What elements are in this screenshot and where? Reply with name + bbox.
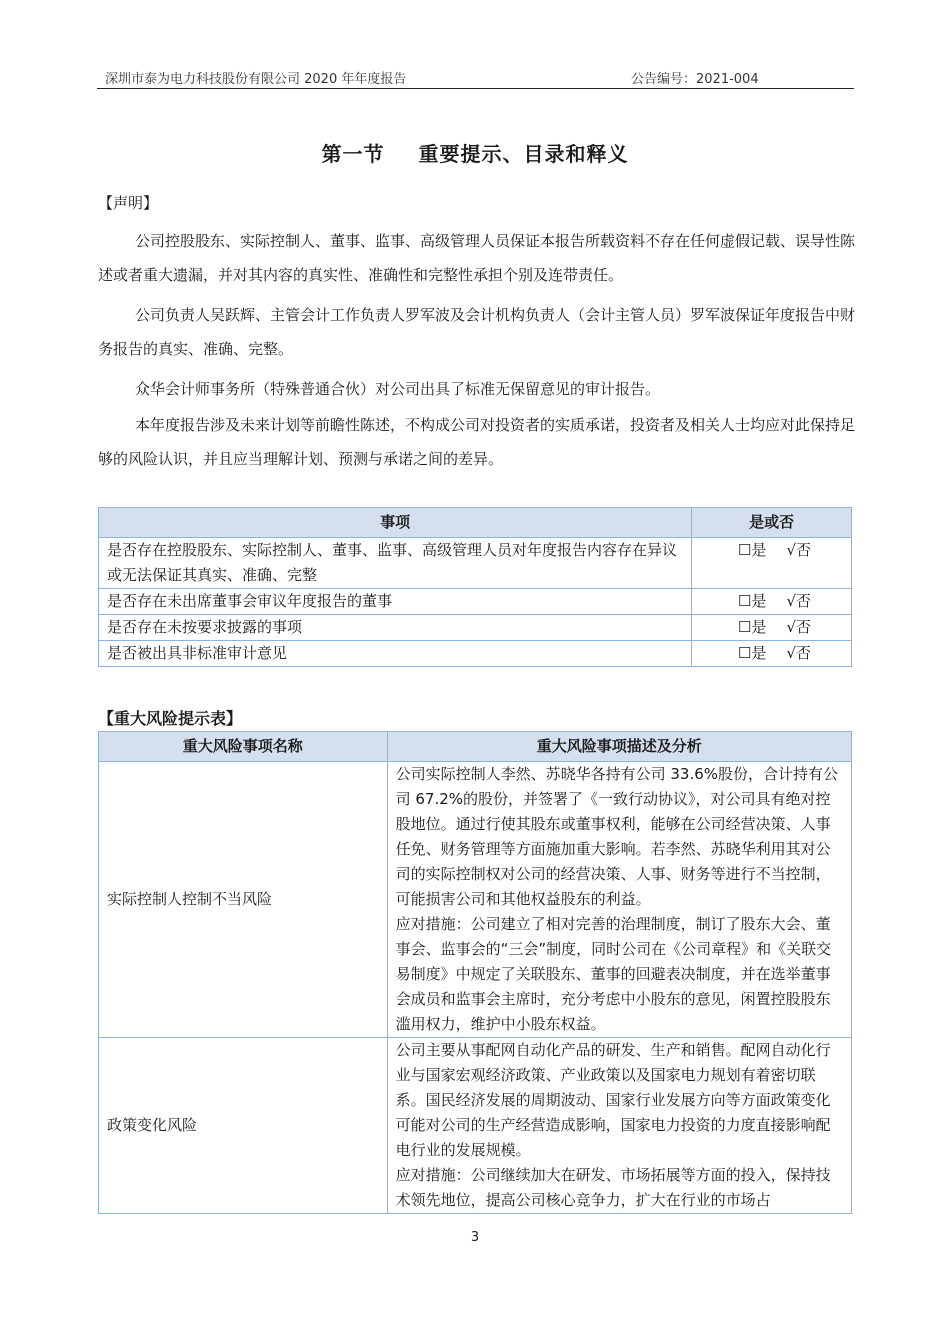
risk-table-label: 【重大风险提示表】: [98, 709, 243, 728]
no-checkmark: √否: [786, 618, 812, 636]
no-checkmark: √否: [786, 644, 812, 662]
page-number: 3: [470, 1230, 480, 1245]
column-header: 是或否: [692, 508, 852, 538]
risk-name-cell: 政策变化风险: [99, 1038, 388, 1214]
section-name: 重要提示、目录和释义: [418, 142, 629, 166]
yes-no-cell: [692, 589, 852, 615]
risk-desc-text: 公司实际控制人李然、苏晓华各持有公司 33.6%股份，合计持有公司 67.2%的股份，并签署了《一致行动协议》，对公司具有绝对控股地位。通过行使其股东或董事权利，能够在公司经营决策、人事任免、财务管理等方面施加重大影响。若李然、苏晓华利用其对公司的实际控制权对公司的经营决策、人事、财务等进行不当控制，可能损害公司和其他权益股东的利益。: [395, 765, 839, 908]
section-title: [0, 138, 950, 167]
risk-desc-cell: [387, 1038, 851, 1214]
table-row: [99, 615, 852, 641]
table-row: [99, 641, 852, 667]
yes-no-cell: [692, 538, 852, 589]
table-row: [99, 1038, 852, 1214]
risk-measure-text: 应对措施：公司建立了相对完善的治理制度，制订了股东大会、董事会、监事会的“三会”制度，同时公司在《公司章程》和《关联交易制度》中规定了关联股东、董事的回避表决制度，并在选举董事会成员和监事会主席时，充分考虑中小股东的意见，闲置控股股东滥用权力，维护中小股东权益。: [395, 915, 832, 1033]
yes-no-cell: [692, 615, 852, 641]
table-row: [99, 762, 852, 1038]
risk-name-cell: 实际控制人控制不当风险: [99, 762, 388, 1038]
header-notice-number: 公告编号：2021-004: [631, 72, 759, 87]
yes-checkbox: ☐是: [737, 644, 767, 662]
yes-no-cell: [692, 641, 852, 667]
matter-cell: 是否存在未按要求披露的事项: [99, 615, 692, 641]
matter-cell: 是否存在未出席董事会审议年度报告的董事: [99, 589, 692, 615]
yes-checkbox: ☐是: [737, 541, 767, 559]
table-row: [99, 538, 852, 589]
risk-measure-text: 应对措施：公司继续加大在研发、市场拓展等方面的投入，保持技术领先地位，提高公司核心竞争力，扩大在行业的市场占: [395, 1166, 831, 1209]
column-header: 事项: [99, 508, 692, 538]
paragraph: 公司负责人吴跃辉、主管会计工作负责人罗军波及会计机构负责人（会计主管人员）罗军波保证年度报告中财务报告的真实、准确、完整。: [98, 306, 856, 358]
column-header: 重大风险事项描述及分析: [387, 732, 851, 762]
page-header: [97, 66, 854, 89]
paragraph: 本年度报告涉及未来计划等前瞻性陈述，不构成公司对投资者的实质承诺，投资者及相关人士均应对此保持足够的风险认识，并且应当理解计划、预测与承诺之间的差异。: [98, 416, 856, 468]
yes-checkbox: ☐是: [737, 592, 767, 610]
risk-desc-text: 公司主要从事配网自动化产品的研发、生产和销售。配网自动化行业与国家宏观经济政策、产业政策以及国家电力规划有着密切联系。国民经济发展的周期波动、国家行业发展方向等方面政策变化可能对公司的生产经营造成影响，国家电力投资的力度直接影响配电行业的发展规模。: [395, 1041, 831, 1159]
risk-table: [98, 731, 852, 1214]
paragraph: 公司控股股东、实际控制人、董事、监事、高级管理人员保证本报告所载资料不存在任何虚假记载、误导性陈述或者重大遗漏，并对其内容的真实性、准确性和完整性承担个别及连带责任。: [98, 232, 856, 284]
section-number: 第一节: [321, 142, 385, 166]
statement-label: 【声明】: [98, 194, 159, 212]
header-company-report: 深圳市泰为电力科技股份有限公司 2020 年年度报告: [105, 72, 407, 87]
paragraph: 众华会计师事务所（特殊普通合伙）对公司出具了标准无保留意见的审计报告。: [135, 380, 661, 398]
matters-table: [98, 507, 852, 667]
matter-cell: 是否存在控股股东、实际控制人、董事、监事、高级管理人员对年度报告内容存在异议或无法保证其真实、准确、完整: [99, 538, 692, 589]
column-header: 重大风险事项名称: [99, 732, 388, 762]
yes-checkbox: ☐是: [737, 618, 767, 636]
no-checkmark: √否: [786, 541, 812, 559]
risk-desc-cell: [387, 762, 851, 1038]
no-checkmark: √否: [786, 592, 812, 610]
matter-cell: 是否被出具非标准审计意见: [99, 641, 692, 667]
table-row: [99, 589, 852, 615]
